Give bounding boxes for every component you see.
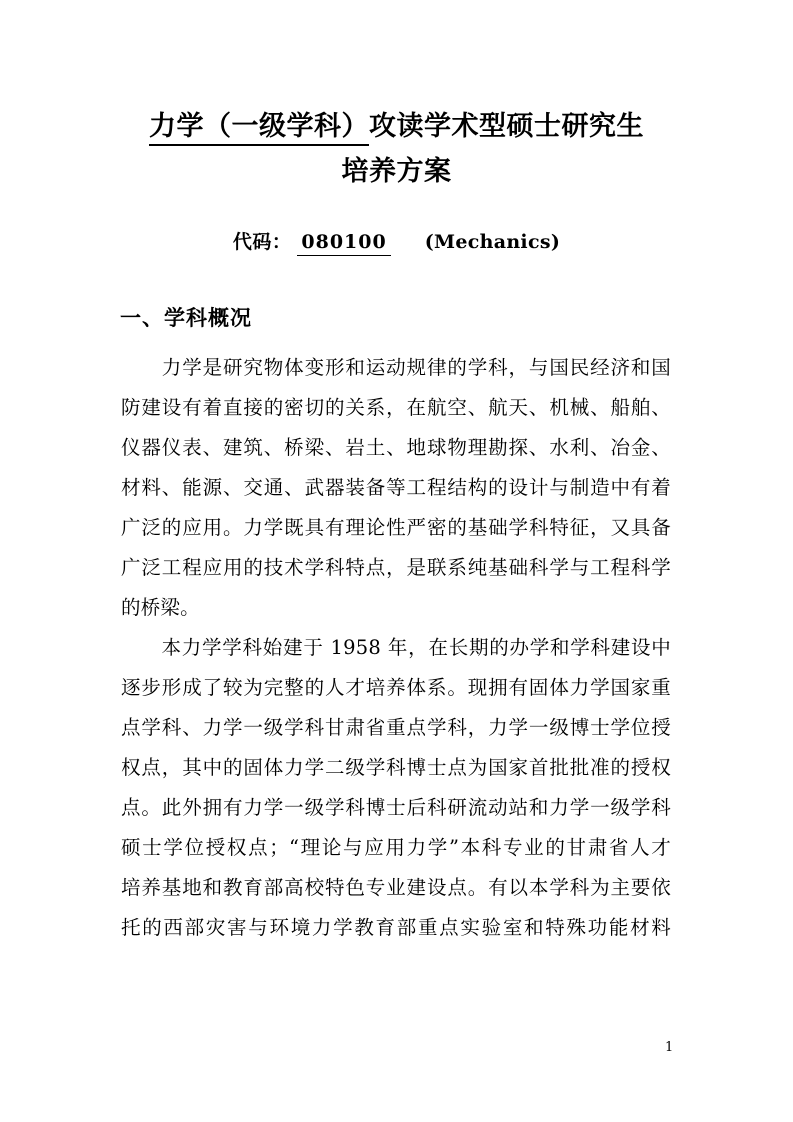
text-line: 广泛的应用。力学既具有理论性严密的基础学科特征，又具备 xyxy=(121,516,671,539)
paragraph-1 xyxy=(121,348,671,628)
text-line: 培养基地和教育部高校特色专业建设点。有以本学科为主要依 xyxy=(121,876,671,899)
text-line: 点。此外拥有力学一级学科博士后科研流动站和力学一级学科 xyxy=(121,796,671,819)
title-line-1 xyxy=(62,104,731,149)
section-heading-overview: 一、学科概况 xyxy=(120,305,252,330)
text-line: 力学是研究物体变形和运动规律的学科，与国民经济和国 xyxy=(121,356,671,379)
subject-code-value: 080100 xyxy=(297,231,390,256)
title-plain-segment: 攻读学术型硕士研究生 xyxy=(369,111,644,142)
text-line: 广泛工程应用的技术学科特点，是联系纯基础科学与工程科学 xyxy=(121,556,671,579)
text-line: 防建设有着直接的密切的关系，在航空、航天、机械、船舶、 xyxy=(121,396,671,419)
text-line: 权点，其中的固体力学二级学科博士点为国家首批批准的授权 xyxy=(121,756,671,779)
subject-code-english: (Mechanics) xyxy=(424,231,561,253)
subject-code-label: 代码： xyxy=(232,231,292,253)
text-line: 逐步形成了较为完整的人才培养体系。现拥有固体力学国家重 xyxy=(121,676,671,699)
subject-code-line xyxy=(62,228,731,256)
text-line: 托的西部灾害与环境力学教育部重点实验室和特殊功能材料 xyxy=(121,916,671,939)
text-line: 点学科、力学一级学科甘肃省重点学科，力学一级博士学位授 xyxy=(121,716,671,739)
section-body xyxy=(121,348,671,948)
text-line: 仪器仪表、建筑、桥梁、岩土、地球物理勘探、水利、冶金、 xyxy=(121,436,671,459)
page-title xyxy=(62,104,731,194)
text-line: 材料、能源、交通、武器装备等工程结构的设计与制造中有着 xyxy=(121,476,671,499)
text-line: 本力学学科始建于 1958 年，在长期的办学和学科建设中 xyxy=(121,636,671,659)
title-line-2: 培养方案 xyxy=(341,156,452,187)
paragraph-2 xyxy=(121,628,671,948)
page-number: 1 xyxy=(665,1040,674,1055)
text-line: 硕士学位授权点；“理论与应用力学”本科专业的甘肃省人才 xyxy=(121,836,671,859)
title-underlined-segment: 力学（一级学科） xyxy=(149,111,369,146)
text-line: 的桥梁。 xyxy=(121,596,200,619)
